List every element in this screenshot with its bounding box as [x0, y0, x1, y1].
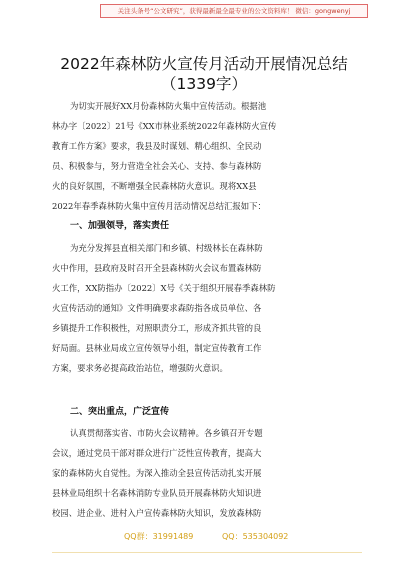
- text-line: 认真贯彻落实省、市防火会议精神。各乡镇召开专题: [70, 428, 263, 438]
- section-1-paragraph: [52, 238, 362, 378]
- text-line: 乡镇提升工作积极性，对照职责分工，形成齐抓共管的良: [52, 323, 262, 333]
- footer-divider: [52, 552, 362, 553]
- document-title: [20, 54, 388, 94]
- text-line: 火宣传活动的通知》文件明确要求森防指各成员单位、各: [52, 303, 262, 313]
- section-heading-2: 二、突出重点，广泛宣传: [70, 407, 170, 417]
- text-line: 为充分发挥县直相关部门和乡镇、村级林长在森林防: [70, 243, 263, 253]
- text-line: 火中作用，县政府及时召开全县森林防火会议布置森林防: [52, 263, 262, 273]
- text-line: 员、积极参与，努力营造全社会关心、支持、参与森林防: [52, 161, 262, 171]
- text-line: 会议，通过党员干部对群众进行广泛性宣传教育，提高大: [52, 448, 262, 458]
- intro-paragraph: [52, 96, 362, 216]
- text-line: 火工作，XX防指办〔2022〕X号《关于组织开展春季森林防: [52, 283, 276, 293]
- section-2-paragraph: [52, 423, 362, 523]
- section-heading-1: 一、加强领导，落实责任: [70, 221, 170, 231]
- top-promo-banner: 关注头条号“公文研究”，获得最新最全最专业的公文资料库！ 微信：gongwenyj: [100, 4, 368, 18]
- footer-qq: QQ：535304092: [222, 532, 289, 541]
- text-line: 为切实开展好XX月份森林防火集中宣传活动。根据池: [70, 101, 267, 111]
- footer-qq-group: QQ群：31991489: [124, 532, 194, 541]
- text-line: 2022年春季森林防火集中宣传月活动情况总结汇报如下：: [52, 201, 266, 211]
- text-line: 校园、进企业、进村入户宣传森林防火知识，发放森林防: [52, 508, 262, 518]
- text-line: 林办字〔2022〕21号《XX市林业系统2022年森林防火宣传: [52, 121, 277, 131]
- title-line-1: 2022年森林防火宣传月活动开展情况总结: [60, 55, 348, 73]
- title-word-count: （1339字）: [161, 75, 247, 93]
- text-line: 家的森林防火自觉性。为深入推动全县宣传活动扎实开展: [52, 468, 262, 478]
- text-line: 县林业局组织十名森林消防专业队员开展森林防火知识进: [52, 488, 262, 498]
- text-line: 火的良好氛围，不断增强全民森林防火意识。现将XX县: [52, 181, 257, 191]
- text-line: 教育工作方案》要求，我县及时谋划、精心组织、全民动: [52, 141, 262, 151]
- text-line: 方案，要求务必提高政治站位，增强防火意识。: [52, 363, 228, 373]
- text-line: 好局面。县林业局成立宣传领导小组，制定宣传教育工作: [52, 343, 262, 353]
